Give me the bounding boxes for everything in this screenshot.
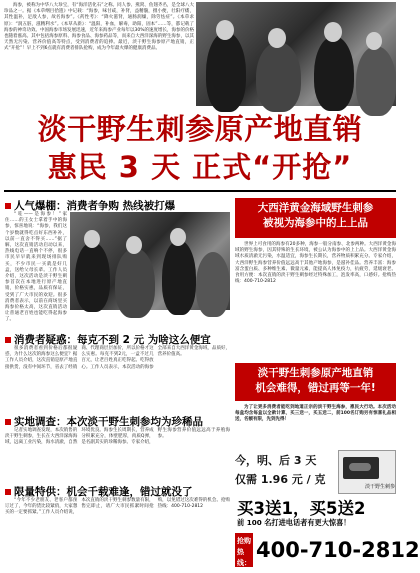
- section-1-caption: [70, 312, 230, 328]
- section-4-title: 限量特供：机会千载难逢，错过就没了: [14, 486, 193, 498]
- cta-line-1: 淡干野生刺参原产地直销: [257, 367, 374, 379]
- side-title-2: 被视为海参中的上上品: [263, 217, 368, 229]
- section-1-text: [5, 212, 67, 328]
- bullet-square-icon: [5, 203, 11, 209]
- price-block: [235, 452, 335, 492]
- side-title-box: [235, 198, 396, 238]
- section-1-title: 人气爆棚：消费者争购 热线被打爆: [14, 200, 176, 212]
- section-3-text: [5, 428, 230, 478]
- side-paragraph: 世界上可食用的海参有20多种，海参一般分南参、北参两种。大西洋黄金海域的野生海参，因其特殊的生长环境，被公认为海参中的上上品。大西洋黄金海域水质清澈无污染，水温适宜，海参生长期长，营养物质积累充分。专家介绍，大西洋野生海参营养价值远远高于其他产地海参，是滋补佳品。营养丰富：海参富含蛋白质、多种维生素、微量元素，能提高人体免疫力，抗疲劳，延缓衰老。食用方便：本次直销的淡干野生刺参经过特殊加工，泡发率高，口感好。抢购热线：400-710-2812: [235, 242, 396, 285]
- section-1-photo: [70, 212, 230, 310]
- intro-text-2: [4, 58, 194, 106]
- gift-line: 前 100 名打进电话者有更大惊喜！: [237, 518, 351, 527]
- intro-paragraph: 海参，被称为中华八大珍宝，有“海洋活化石”之称。同人参、燕窝、鱼翅齐名，是全球八大珍品之一。据《本草纲目拾遗》中记载：“海参，味甘咸，补肾，益精髓，摄小便，壮阳疗痿，其性温补，足敌人参，故名海参”。《药性考》：“降火滋肾，通肠润燥，除劳怯症”。《本草求原》：“润五脏，滋精利水”。《本草从新》：“温阳，补血，解毒，助阳，固本”……等，都记载了海参的神奇功效。中国海参市场发展迅速，近年来海参产业每年以30%的速度增长，海参的价格也随着涨高。其中包括海参原料、海参食品、海参药品等，而来自大西洋深海的野生海参，以其天然无污染、营养价值高等特点，受到消费者的追捧。最近，淡干野生海参原产地直销，正式“开抢”！早上不到6点就有消费者排队抢购，成为今年最火爆的健康消费品。: [4, 3, 194, 52]
- headline-main: 淡干野生刺参原产地直销: [37, 112, 363, 146]
- section-3-paragraph: 记者实地调查发现，本次销售的淡干野生刺参，生长在大西洋深海海域，远离工业污染，海水清澈，自然环境优良。海参生长周期长，营养成分积累充分，体壁肥厚，肉质Q弹，是名副其实的珍稀海参。专家介绍，野生海参营养价值远远高于养殖海参。: [5, 428, 230, 446]
- section-2-title: 消费者疑惑：每克不到 2 元 为啥这么便宜: [14, 334, 211, 346]
- section-4-heading: [5, 484, 193, 499]
- headline-sub: 惠民 3 天 正式“开抢”: [47, 150, 353, 184]
- hotline-label: 抢购热线：: [235, 533, 253, 567]
- section-3-heading: [5, 414, 203, 429]
- price-days: 今，明、后 3 天: [235, 454, 317, 467]
- section-2-heading: [5, 332, 211, 347]
- section-1-heading: [5, 198, 175, 213]
- bullet-square-icon: [5, 489, 11, 495]
- cta-line-2: 机会难得，错过再等一年!: [255, 382, 376, 394]
- section-3-title: 实地调查：本次淡干野生刺参均为珍稀品: [14, 416, 203, 428]
- side-title-1: 大西洋黄金海域野生刺参: [257, 202, 374, 214]
- price-value: 仅需 1.96 元 / 克: [235, 473, 326, 486]
- hotline-number[interactable]: 400-710-2812: [256, 538, 420, 562]
- product-image: [338, 450, 396, 494]
- section-4-paragraph: “今年不少老朋友、老客户都预订过了，今年的货比较紧俏，大家想买的一定要抓紧。”工作人员介绍说，本次直销的淡干野生刺参数量有限，售完即止，请广大市民抓紧时间抢购，以免错过这次难得的机会。抢购热线：400-710-2812: [5, 498, 230, 516]
- section-2-paragraph: 很多消费者看到价格后都很疑惑，为什么这次的海参这么便宜？据工作人员介绍，这次直销是原产地直接供货，没有中间环节，省去了经销商、代理商层层加价，所以价格才这么实惠。每克不到2元，一盒不过几百元，让老百姓真正吃得起、吃得放心。工作人员表示，本次活动的海参全部来自大西洋黄金海域，品质好，营养价值高。: [5, 346, 230, 370]
- section-4-text: [5, 498, 230, 570]
- bullet-square-icon: [5, 337, 11, 343]
- cta-box: [235, 363, 396, 401]
- hotline-bar: [235, 531, 420, 569]
- product-label: 淡干野生刺参: [364, 484, 395, 490]
- bullet-square-icon: [5, 419, 11, 425]
- side-text: [235, 242, 396, 360]
- divider: [4, 190, 396, 192]
- top-photo: [196, 2, 396, 106]
- section-2-text: [5, 346, 230, 408]
- promo-paragraph: 为了让更多消费者能吃到地道正宗的淡干野生海参，惠民大行动。本次活动每盒均含每盒以全款计算，买三送一，买五送二，前100名订购另有惊喜礼品相送，名额有限，先到先得！: [235, 405, 396, 423]
- buy-offer: 买3送1，买5送2: [237, 499, 366, 518]
- promo-text: [235, 405, 396, 449]
- section-1-paragraph: “哇——是海参！”家住……的王女士拿着手中的海参，惊喜地说：“海参，我们这个岁数就得吃点好东西补补，以前一直舍不得买……”据了解，这次直销活动启动以来，热线电话一直响个不停，很多市民早早就来到现场排队购买，不少市民一买就是好几盒，送给父母长辈。工作人员介绍，这次活动是淡干野生刺参首次在本地进行原产地直销，价格实惠，品质有保证，受到了广大市民的欢迎。很多消费者表示，以前在商场里买海参价格太高，这次直销活动让普通老百姓也能吃得起海参了。: [5, 212, 67, 323]
